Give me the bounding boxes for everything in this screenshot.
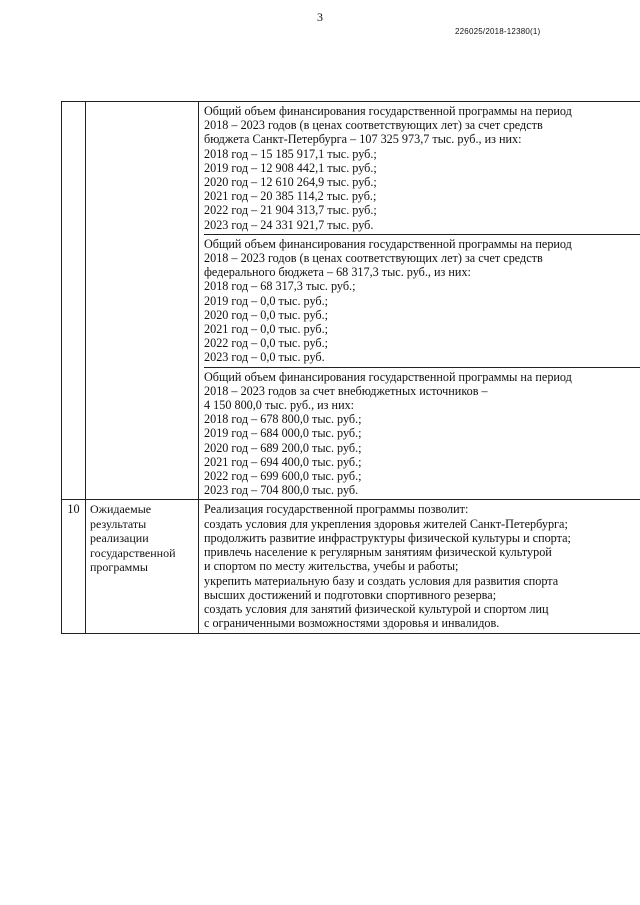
result-line: с ограниченными возможностями здоровья и инвалидов. — [204, 616, 500, 631]
funding-line: 2020 год – 12 610 264,9 тыс. руб.; — [204, 175, 377, 190]
funding-line: Общий объем финансирования государственной программы на период — [204, 104, 572, 118]
result-line: и спортом по месту жительства, учебы и работы; — [204, 559, 459, 574]
result-line: высших достижений и подготовки спортивного резерва; — [204, 587, 497, 602]
funding-line: 2018 год – 678 800,0 тыс. руб.; — [204, 412, 362, 427]
funding-line: 2018 год – 68 317,3 тыс. руб.; — [204, 279, 356, 294]
funding-block — [204, 367, 640, 500]
row-number-cell: 10 — [62, 500, 86, 634]
funding-line: 2018 – 2023 годов (в ценах соответствующих лет) за счет средств — [204, 251, 543, 266]
row-label-cell: Ожидаемые результаты реализации государственной программы — [86, 500, 199, 634]
funding-block — [204, 102, 640, 234]
funding-line: 2023 год – 704 800,0 тыс. руб. — [204, 483, 359, 498]
funding-line: 2019 год – 0,0 тыс. руб.; — [204, 293, 329, 308]
result-line: привлечь население к регулярным занятиям физической культурой — [204, 545, 552, 560]
funding-line: 2018 – 2023 годов за счет внебюджетных источников – — [204, 383, 488, 398]
funding-line: 2023 год – 24 331 921,7 тыс. руб. — [204, 217, 374, 232]
row-number-cell — [62, 102, 86, 500]
funding-block — [204, 234, 640, 367]
funding-line: 2018 год – 15 185 917,1 тыс. руб.; — [204, 146, 377, 161]
result-line: создать условия для занятий физической культурой и спортом лиц — [204, 601, 549, 616]
funding-line: 4 150 800,0 тыс. руб., из них: — [204, 398, 355, 413]
funding-line: 2019 год – 12 908 442,1 тыс. руб.; — [204, 160, 377, 175]
funding-line: Общий объем финансирования государственной программы на период — [204, 236, 572, 251]
result-line: укрепить материальную базу и создать условия для развития спорта — [204, 573, 559, 588]
funding-line: Общий объем финансирования государственной программы на период — [204, 369, 572, 384]
funding-line: 2022 год – 21 904 313,7 тыс. руб.; — [204, 203, 377, 218]
funding-line: 2019 год – 684 000,0 тыс. руб.; — [204, 426, 362, 441]
funding-line: бюджета Санкт-Петербурга – 107 325 973,7 тыс. руб., из них: — [204, 132, 522, 147]
funding-line: 2022 год – 0,0 тыс. руб.; — [204, 336, 329, 351]
table-row-results — [62, 500, 640, 634]
funding-line: 2021 год – 20 385 114,2 тыс. руб.; — [204, 189, 377, 204]
result-line: создать условия для укрепления здоровья жителей Санкт-Петербурга; — [204, 516, 568, 531]
funding-line: 2021 год – 694 400,0 тыс. руб.; — [204, 454, 362, 469]
funding-line: 2023 год – 0,0 тыс. руб. — [204, 350, 325, 365]
row-label-cell — [86, 102, 199, 500]
funding-blocks — [204, 102, 640, 499]
funding-line: 2021 год – 0,0 тыс. руб.; — [204, 322, 329, 337]
expected-results-block — [204, 500, 640, 633]
funding-content-cell — [199, 102, 640, 500]
table-row-funding — [62, 102, 640, 500]
funding-line: 2020 год – 689 200,0 тыс. руб.; — [204, 440, 362, 455]
funding-line: федерального бюджета – 68 317,3 тыс. руб., из них: — [204, 265, 471, 280]
result-line: продолжить развитие инфраструктуры физической культуры и спорта; — [204, 530, 571, 545]
results-content-cell — [199, 500, 640, 634]
funding-line: 2020 год – 0,0 тыс. руб.; — [204, 307, 329, 322]
result-line: Реализация государственной программы позволит: — [204, 502, 469, 517]
program-passport-table — [61, 101, 640, 634]
document-id: 226025/2018-12380(1) — [455, 27, 541, 36]
page-number: 3 — [317, 10, 323, 24]
funding-line: 2022 год – 699 600,0 тыс. руб.; — [204, 469, 362, 484]
funding-line: 2018 – 2023 годов (в ценах соответствующих лет) за счет средств — [204, 118, 543, 133]
